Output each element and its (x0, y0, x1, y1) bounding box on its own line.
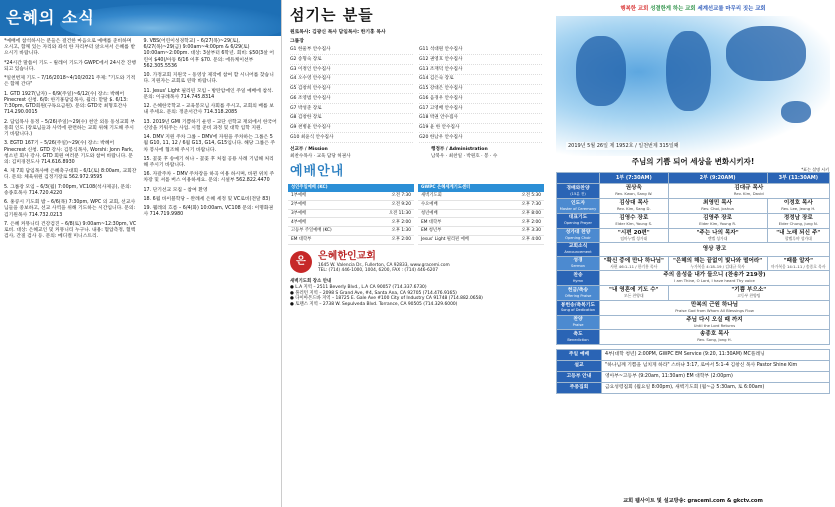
order-cell-sub: Rev. Lee, Jeong H. (781, 206, 816, 212)
order-cell (668, 228, 767, 243)
news-item: 19. 웰레의 흐름 – 6/4(화) 10:00am, VC108 문의: 이명화권사 714.719.9980 (143, 206, 274, 218)
order-cell (668, 199, 767, 214)
worship-name: EM 대학부 (421, 219, 442, 225)
group-leader: G11 석대원 안수집사 (419, 46, 542, 56)
worship-row (288, 210, 414, 219)
order-cell-sub: 모든 찬양대 (624, 293, 644, 299)
order-cell-sub: Rev. Kim, David (733, 191, 764, 197)
group-leader: G20 한남우 안수집사 (419, 133, 542, 143)
order-cell-sub: Rev. Kim, Sang D. (616, 206, 651, 212)
order-cell-main: 김상대 목사 (619, 200, 649, 207)
worship-time: 오전 7:30 (391, 193, 411, 199)
news-item: 5. 그룹장 모임 – 6/3(월) 7:00pm, VC108(석사제공), 문의: 송종호목사 714.720.4220 (4, 184, 132, 196)
news-item: 14. DMV 지원 주차 그룹 – DMV에 자원을 주차하는 그룹은 5월 G10, 11, 12 / 6월 G13, G14, G15입니다. 해당 그룹은 주차 봉사에 협조해 주시기 바랍니다. (143, 135, 276, 153)
group-leader: G1 한울부 안수집사 (290, 46, 413, 56)
order-cell-main: "기쁨 부으소" (731, 287, 767, 294)
info-text: 금요성령집회 (월요일 8:00pm), 새벽기도회 (월~금 5:30am, 토 6:00am) (602, 382, 830, 393)
order-label-ko: 찬양 (573, 317, 583, 323)
worship-time: 오후 2:00 (391, 237, 411, 242)
group-leader: G16 음경우 안수집사 (419, 94, 542, 104)
worship-time: 오후 4:00 (521, 237, 541, 242)
location-line: ● 다이아몬드바 지역 – 18725 E. Gale Ave #100 City of Industry CA 91748 (714.882.0658) (290, 296, 483, 302)
worship-row (418, 227, 544, 236)
order-label-en: Sermon (571, 264, 585, 269)
order-label-en: (15분 전) (570, 191, 586, 196)
continent-europe-africa (666, 31, 711, 111)
order-cell-main: 송종호 목사 (700, 331, 729, 338)
group-leader: G9 천병윤 안수집사 (290, 124, 413, 134)
order-cell-main: 영상 광고 (702, 245, 727, 252)
order-cell-main: "내 영혼에 기도 수" (609, 287, 659, 294)
continent-americas (576, 36, 626, 106)
order-cell (600, 286, 669, 301)
info-label: 설교 (557, 361, 602, 372)
order-cell (668, 213, 767, 228)
order-label-ko: 성가대 찬양 (565, 230, 591, 236)
worship-row (288, 236, 414, 245)
order-header-row (557, 173, 830, 184)
order-cell-sub: 고등부 찬양팀 (737, 293, 761, 299)
news-item: 13. 2019년 GMI 기쁨하기 운영 – 교단 선학교 재외에서 한국어 신앙을 키워주는 사업. 시험 준비 과정 및 대학 입학 지원. (143, 119, 277, 131)
order-cell-sub: 누가복음 4:18–19 / 김대규 목사 (690, 263, 745, 269)
dawn-prayer-head: 새벽기도회 장소 안내 (290, 278, 332, 284)
news-item: 3. EGTD 167기 – 5/26(주일)~29(수) 장소: 박혜어 Pinecrest 신청. GTD 강사: 김봉식목사, Worshi: Jonn Park, 청소년 회사 강사. GTD 회원 여러분 기도와 참여 바랍니다. 문의: 김미경전도사 714.616.8930 (4, 141, 134, 165)
group-leader: G5 김창희 안수집사 (290, 85, 413, 95)
order-cell-sub: Until the Lord Returns (693, 322, 736, 328)
church-address: 1645 W. Valencia Dr., Fullerton, CA 92833, www.gracemi.com (318, 263, 450, 269)
group-leader: G4 오수영 안수집사 (290, 75, 413, 85)
news-header (0, 0, 281, 36)
order-cell (767, 213, 829, 228)
service-time-header: 3부 (11:30AM) (767, 173, 829, 184)
news-item: *예배에 참석하시는 분들은 걸건한 마음으로 예배를 준비하며 오시고, 함께 있는 자리와 좌석 한 자리부터 앉으셔서 은혜를 받으시기 바랍니다. (4, 39, 136, 57)
motto-happy: 행복한 교회 (620, 6, 649, 12)
order-cell-main: "은혜의 해는 끝없이 빛나와 떨어라" (672, 257, 763, 264)
news-item: 9. VBS(어린이성경학교) – 6/27(목)~29(토), 6/27(목)~29(금) 9:00am~4:00pm & 6/29(토) 10:00am~2:00pm. 대상: 3살부터 6학년. 회비: $50(3살 어린이 $40)/아동 6/16 이후 $70. 문의: 에듀케이션부 562.305.5536 (143, 39, 275, 69)
worship-order-table (556, 172, 830, 345)
order-label-ko: 봉헌송/축복기도 (560, 302, 596, 308)
worship-time: 오후 8:00 (521, 210, 541, 216)
order-row (557, 300, 830, 315)
order-cell (600, 271, 830, 286)
worship-row (418, 236, 544, 245)
order-label-en: Opening Choir (565, 236, 591, 241)
worship-row (418, 192, 544, 201)
order-cell (767, 199, 829, 214)
news-item: 4. 제 7회 담임목사배 은혜축구대회 – 6/1(토) 8:00am, 교회잔디. 문의: 체육위원 김정기장로 562.972.9595 (4, 169, 137, 181)
order-cell-sub: 할렐루야 성가대 (784, 235, 812, 241)
order-label (557, 199, 600, 214)
group-leader: G3 이정인 안수집사 (290, 65, 413, 75)
order-header-blank (557, 173, 600, 184)
order-cell-sub: 마가복음 14:1–11 / 송종호 목사 (771, 263, 826, 269)
worship-table-2 (418, 182, 544, 245)
order-row (557, 243, 830, 256)
order-label (557, 243, 600, 256)
church-logo-icon: 은 (290, 251, 312, 273)
news-item: 6. 홍콩시 기도회 밤 – 6/6(목) 7:30pm, WPC 의 교회, 선교사님들을 중보하고, 선교 사역을 위해 기도하는 시간입니다. 문의: 김기원목사 714.732.0213 (4, 200, 136, 218)
church-name: 은혜한인교회 (318, 250, 376, 262)
order-cell (600, 184, 669, 199)
worship-row (288, 201, 414, 210)
order-cell-sub: Praise God from Whom All Blessings Flow (675, 307, 754, 313)
order-cell-sub: Rev. Song, Jong H. (697, 337, 732, 343)
worship-name: 3부예배 (291, 210, 307, 216)
order-cell-sub: 임마누엘 성가대 (620, 235, 648, 241)
info-label: 고등부 안내 (557, 372, 602, 383)
motto-holy: 성결한게 하는 교회 (650, 6, 696, 12)
news-title: 은혜의 소식 (6, 8, 95, 27)
church-phone: TEL: (714) 446-1000, 1004, 6200, FAX : (714) 446-6207 (318, 268, 438, 274)
worship-name: 1부예배 (291, 193, 307, 199)
order-cell-main: 최영민 목사 (703, 200, 733, 207)
order-cell-sub: Elder Chung, Jung N. (778, 220, 818, 226)
worship-time: 오후 7:30 (521, 202, 541, 208)
group-leaders-grid (290, 46, 542, 143)
info-row (557, 350, 830, 361)
worship-row (288, 218, 414, 227)
group-leader: G10 최윤식 안수집사 (290, 133, 413, 143)
worship-time: 오후 1:30 (391, 228, 411, 234)
dawn-prayer-locations (282, 276, 550, 311)
service-time-header: 2부 (9:20AM) (668, 173, 767, 184)
order-label-ko: 축도 (573, 331, 583, 337)
news-item: 17. 단기선교 모집 – 참여 환영 (143, 187, 208, 193)
continent-oceania (781, 101, 811, 123)
info-text: 영아부~고등부 (9:20am, 11:30am) EM 대학부 (2:00pm) (602, 372, 830, 383)
em-info-table (556, 349, 830, 394)
order-label (557, 330, 600, 345)
order-label-ko: 경배와찬양 (566, 186, 590, 191)
worship-time: 오후 2:00 (391, 219, 411, 225)
news-item: 10. 가정교회 지원국 – 동영상 제작에 참여 할 시니어를 찾습니다. 지원자는 교회로 연락 바랍니다. (143, 73, 274, 85)
order-cell (600, 213, 669, 228)
officers-line: 원로목사: 김광신 목사 담임목사: 한기홍 목사 (290, 29, 386, 35)
order-cell (668, 256, 767, 271)
church-info (282, 245, 550, 276)
worship-row (418, 218, 544, 227)
slogan: 주님의 기쁨 되어 세상을 변화시키자! (631, 156, 755, 166)
group-leader: G14 김은숙 장로 (419, 75, 542, 85)
admin-text: 남북우 · 최찬일 · 박원호 · 봉 · 수 (431, 153, 498, 159)
news-item: 12. 은혜한국학교 – 교육봉모님 사회를 주시고, 교회의 배를 보내 주세요. 문의: 정준서간사 714.318.2085 (143, 104, 274, 116)
group-leader: G17 고영배 안수집사 (419, 104, 542, 114)
worship-name: EM 청년부 (421, 228, 442, 234)
worship-table-1-head: 성인주일예배 (KC) (288, 184, 414, 192)
order-label-en: Song of Dedication (560, 308, 596, 313)
order-row (557, 228, 830, 243)
worship-time: 오전 5:30 (521, 193, 541, 199)
order-cell-sub: I am Thine, O Lord, I have heard Thy voice (674, 278, 755, 284)
order-label (557, 315, 600, 330)
worship-time: 오전 9:20 (391, 202, 411, 208)
order-label-en: Master of Ceremony (559, 206, 597, 211)
worship-name: Jesus' Light 필리핀 예배 (421, 237, 469, 242)
order-label (557, 300, 600, 315)
order-cell (767, 256, 829, 271)
order-cell-main: 김영수 장로 (619, 214, 649, 221)
order-label (557, 213, 600, 228)
order-cell-main: 이정호 목사 (783, 200, 813, 207)
group-label: 그룹장 (290, 38, 304, 44)
website-footer: 교회 웹사이트 및 설교방송: gracemi.com & gkctv.com (623, 497, 763, 504)
order-cell (600, 330, 830, 345)
order-cell-main: 주의 음성을 내가 들으니 (찬송가 219장) (663, 272, 766, 279)
news-item: 7. 은혜 커뮤니티 건강검진 – 6/8(토) 9:00am~12:30pm, VC로비. 대상: 은혜교인 및 커뮤니티 누구나. 내용: 혈압측정, 혈액검사, 간질 검사 등. 문의: 메디컬 미니스트리. (4, 221, 137, 240)
church-motto (551, 0, 835, 13)
order-cell-main: "시편 20편" (617, 229, 650, 236)
order-label (557, 228, 600, 243)
order-label-en: Benediction (567, 337, 589, 342)
worship-name: 수요예배 (421, 202, 438, 208)
worship-name: 2부예배 (291, 202, 307, 208)
news-item: *일천번제 기도 – 7/16/2018~4/10/2021 주제: "기도와 기적은 함께 간다" (4, 76, 136, 88)
order-cell (668, 184, 829, 199)
order-label-en: Hymn (572, 279, 584, 284)
info-row (557, 382, 830, 393)
order-cell-main: "주는 나의 목자" (696, 229, 739, 236)
order-label-ko: 대표기도 (568, 215, 588, 221)
news-item: 18. 6월 바이블학당 – 완례세 은혜 세정 및 VC로비(전달 83) (143, 196, 271, 202)
order-row (557, 315, 830, 330)
order-cell-sub: Elder Kim, Young S. (615, 220, 653, 226)
admin-head: 행정부 / Administration (431, 147, 488, 153)
order-label-ko: 성경 (573, 258, 583, 264)
worship-name: 청년예배 (421, 210, 438, 216)
info-text: "하나님께 기쁨을 넘치게 하라" 스바냐 3:17, 로마서 5:1–4 김창신 목사 Pastor Shine Kim (602, 361, 830, 372)
order-cell (600, 243, 830, 256)
order-cell (600, 256, 669, 271)
news-item: 2. 담임목사 동정 – 5/26(주일)~29(수) 천안 외동 동성교회 부흥회 인도 (장로님들과 사역에 관련하는 교회 위해 기도해 주시기 바랍니다.) (4, 119, 135, 138)
continent-asia (726, 26, 806, 81)
order-cell (600, 199, 669, 214)
order-cell-main: 정정남 장로 (783, 214, 813, 221)
mission-text: 최찬수목사 · 교육 담당 허권사 (290, 153, 351, 159)
order-cell-main: 김영주 장로 (703, 214, 733, 221)
news-list-right (144, 39, 278, 244)
group-leader: G15 강대은 안수집사 (419, 85, 542, 95)
worship-guide-title: 예배안내 (290, 163, 345, 179)
order-cell (600, 315, 830, 330)
order-cell (767, 228, 829, 243)
order-cell-main: 권상욱 (625, 185, 642, 192)
news-item: 16. 자갈주차 – DMV 주차장을 하곡 이용 하시며, 바뀐 위치 주차장 및 셔틀 버스 이용하세요. 문의: 시설부 562.822.4470 (143, 172, 275, 184)
info-label: 주일 예배 (557, 350, 602, 361)
news-item: 1. GTD 1927(남자) – 6/9(주일)~6/12(수) 장소: 박혜어 Pinecrest 신청. 6/0: 한기홍담임목사, 윌리: 맏딸 $. 6/13: 7:30pm, GTD회원(구독요금원). 문의: GTD국 최형호간사 714.290.0015 (4, 91, 128, 116)
order-row (557, 330, 830, 345)
news-item: *24시간 말씀이 기도 – 릴레이 기도가 GWPC에서 24시간 진행되고 있습니다. (4, 60, 136, 72)
order-label-en: Offering Praise (564, 293, 592, 298)
order-cell-sub: Rev. Choi, Joshua (701, 206, 734, 212)
order-row (557, 271, 830, 286)
group-leader: G2 송형숙 장로 (290, 55, 413, 65)
group-leader: G18 박권 안수집사 (419, 114, 542, 124)
news-item: 15. 꽃꽂 후 송예기 허나 – 꽃꽂 후 처접 공용 사례 기념해 처리해 주시기 바랍니다. (143, 156, 274, 168)
worship-time: 오전 11:30 (388, 210, 411, 216)
order-label-en: Praise (572, 323, 584, 328)
group-leader: G7 박성준 장로 (290, 104, 413, 114)
news-column (0, 0, 282, 507)
order-note: *표는 설명 시키 (801, 167, 829, 173)
worship-time: 오후 3:30 (521, 228, 541, 234)
order-row (557, 199, 830, 214)
order-label-ko: 인도자 (571, 200, 585, 206)
worship-name: 새벽기도회 (421, 193, 442, 199)
worship-name: 고등부 주일예배 (KC) (291, 228, 332, 234)
order-row (557, 286, 830, 301)
issue-date: 2019년 5월 26일 제 1952호 / 일천번제 315일째 (568, 142, 679, 149)
order-row (557, 184, 830, 199)
worship-row (288, 192, 414, 201)
worship-name: EM 대학부 (291, 237, 312, 242)
order-cell (600, 300, 830, 315)
servants-title: 섬기는 분들 (290, 6, 374, 24)
worship-row (288, 227, 414, 236)
motto-mission: 세계선교를 마무리 짓는 교회 (697, 6, 766, 12)
group-leader: G8 김창한 장로 (290, 114, 413, 124)
order-label-en: Announcement (564, 250, 592, 255)
world-map-image (556, 16, 830, 156)
mission-head: 선교부 / Mission (290, 147, 328, 153)
order-cell-main: 주님 다시 오실 때 까지 (686, 316, 743, 323)
group-leader: G19 윤 한 안수집사 (419, 124, 542, 134)
location-line: ● 풀러턴 지역 – 2098 S Grand Ave, #4, Santa Ana, CA 92705 (714.476.9165) (290, 290, 457, 296)
news-list-left (4, 39, 138, 244)
service-time-header: 1부 (7:30AM) (600, 173, 669, 184)
group-leader: G6 조영범 안수집사 (290, 94, 413, 104)
order-label (557, 286, 600, 301)
order-cell-main: "확신 중에 만나 하나님" (603, 257, 664, 264)
order-label-ko: 헌금/축송 (567, 287, 589, 293)
order-cell-sub: 벧엘 성가대 (707, 235, 728, 241)
order-cell (668, 286, 829, 301)
worship-row (418, 201, 544, 210)
location-line: ● L.A 지역 – 2511 Beverly Blvd., L.A CA 90057 (714.337.6730) (290, 285, 427, 291)
location-line: ● 토랜스 지역 – 2738 W. Sepulveda Blvd. Torrance, CA 90505 (714.329.6000) (290, 301, 458, 307)
news-item: 11. Jesus' Light 필리핀 모임 – 방탄암에인 주일 예배에 참석. 문의: 이규례목사 714.745.8314 (143, 88, 274, 100)
order-cell-sub: 사편 46:1–11 / 한기홍 목사 (610, 263, 658, 269)
order-row (557, 213, 830, 228)
servants-column (282, 0, 550, 507)
order-label-en: Opening Prayer (564, 221, 592, 226)
group-leader: G12 권영호 안수집사 (419, 55, 542, 65)
worship-time: 오후 2:00 (521, 219, 541, 225)
group-leader: G13 조재덕 안수집사 (419, 65, 542, 75)
order-cell-sub: Elder Kim, Young R. (699, 220, 737, 226)
worship-name: 4부예배 (291, 219, 307, 225)
order-label-ko: 교회소식 (568, 244, 588, 250)
worship-row (418, 210, 544, 219)
order-row (557, 256, 830, 271)
info-row (557, 372, 830, 383)
worship-table-1 (288, 182, 414, 245)
info-row (557, 361, 830, 372)
order-label (557, 256, 600, 271)
order-label (557, 271, 600, 286)
order-cell-main: 김대규 목사 (734, 185, 764, 192)
order-cell-main: "내 노래 되신 주" (776, 229, 821, 236)
worship-table-2-head: GWPC 은혜세계기도센터 (418, 184, 544, 192)
info-label: 주중집회 (557, 382, 602, 393)
order-column (551, 0, 835, 507)
order-label-ko: 찬송 (573, 273, 583, 279)
order-cell-main: "때를 알자" (783, 257, 813, 264)
order-cell-sub: Rev. Kwon, Sang W. (615, 191, 653, 197)
order-label (557, 184, 600, 199)
order-cell (600, 228, 669, 243)
info-text: 4부(대학 청년) 2:00PM, GWPC EM Service (9:20, 11:30AM) MC플레닝 (602, 350, 830, 361)
order-cell-main: 만복의 근원 하나님 (690, 301, 739, 308)
